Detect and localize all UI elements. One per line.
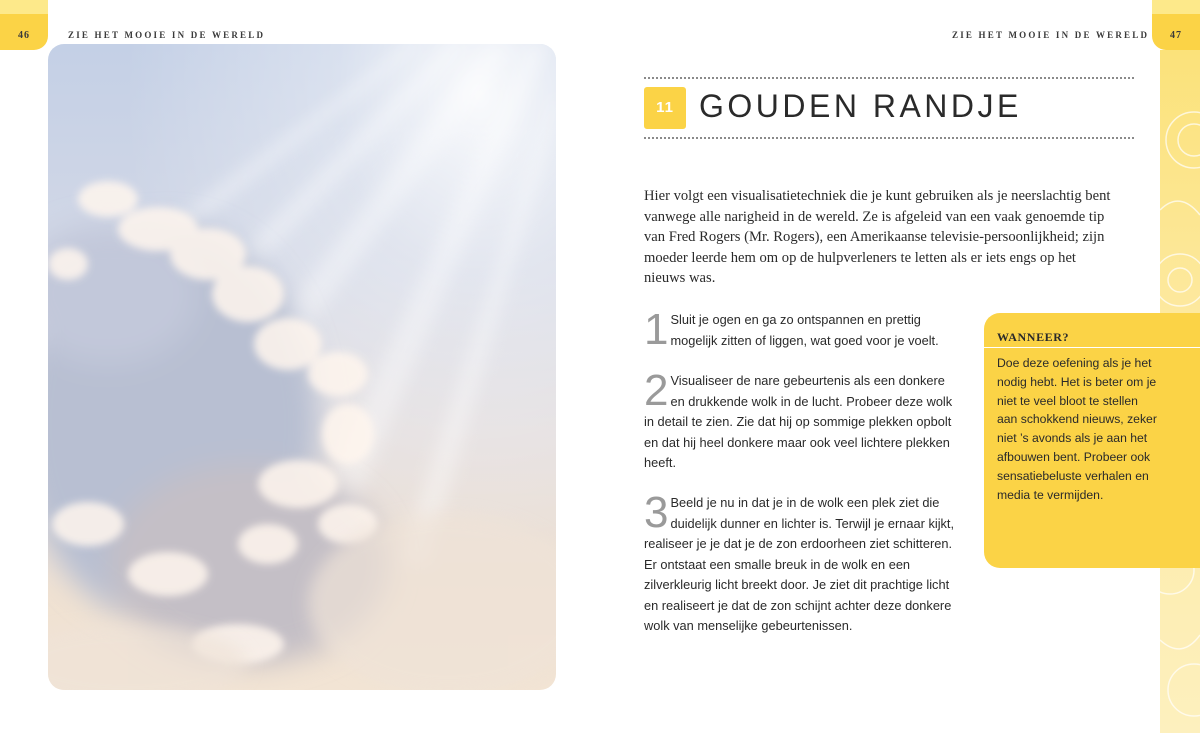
right-page-number: 47 — [1152, 0, 1200, 50]
step-text: Beeld je nu in dat je in de wolk een plek ziet die duidelijk dunner en lichter is. Terwijl je ernaar kijkt, realiseer je je dat je de zon erdoorheen ziet schitteren. Er ontstaat een smalle breuk in de wolk en een zilverkleurig licht breekt door. Je ziet dit prachtige licht en realiseert je dat de zon schijnt achter deze donkere wolk van menselijke gebeurtenissen. — [644, 495, 955, 633]
step-3 — [644, 488, 962, 637]
step-number: 2 — [644, 366, 669, 415]
sky-clouds-photo — [48, 44, 556, 690]
left-running-head: ZIE HET MOOIE IN DE WERELD — [68, 30, 266, 40]
step-text: Visualiseer de nare gebeurtenis als een donkere en drukkende wolk in de lucht. Probeer deze wolk in detail te zien. Zie dat hij op sommige plekken opbolt en dat hij heel donkere maar ook veel lichtere plekken heeft. — [644, 373, 953, 470]
step-number: 1 — [644, 305, 669, 354]
callout-text: Doe deze oefening als je het nodig hebt. Het is beter om je niet te veel bloot te stellen aan schokkend nieuws, zeker niet ’s avonds als je aan het afbouwen bent. Probeer ook sensatiebeluste verhalen en media te vermijden. — [997, 356, 1157, 502]
step-text: Sluit je ogen en ga zo ontspannen en prettig mogelijk zitten of liggen, wat goed voor je voelt. — [670, 312, 939, 348]
when-callout-box — [984, 313, 1200, 568]
callout-title: WANNEER? — [997, 330, 1070, 344]
left-page-number: 46 — [0, 0, 48, 50]
chapter-number-badge: 11 — [644, 87, 686, 129]
callout-divider — [984, 347, 1200, 348]
step-number: 3 — [644, 488, 669, 537]
title-rule-top — [644, 77, 1134, 79]
chapter-title: GOUDEN RANDJE — [699, 88, 1022, 124]
title-rule-bottom — [644, 137, 1134, 139]
step-1 — [644, 305, 962, 354]
intro-paragraph: Hier volgt een visualisatietechniek die je kunt gebruiken als je neerslachtig bent vanwege alle narigheid in de wereld. Ze is afgeleid van een vaak genoemde tip van Fred Rogers (Mr. Rogers), een Amerikaanse televisie-persoonlijkheid; zijn moeder leerde hem om op de hulpverleners te letten als er iets engs op het nieuws was. — [644, 188, 1111, 287]
right-running-head: ZIE HET MOOIE IN DE WERELD — [952, 30, 1150, 40]
step-2 — [644, 366, 962, 474]
clouds-illustration — [48, 44, 556, 690]
